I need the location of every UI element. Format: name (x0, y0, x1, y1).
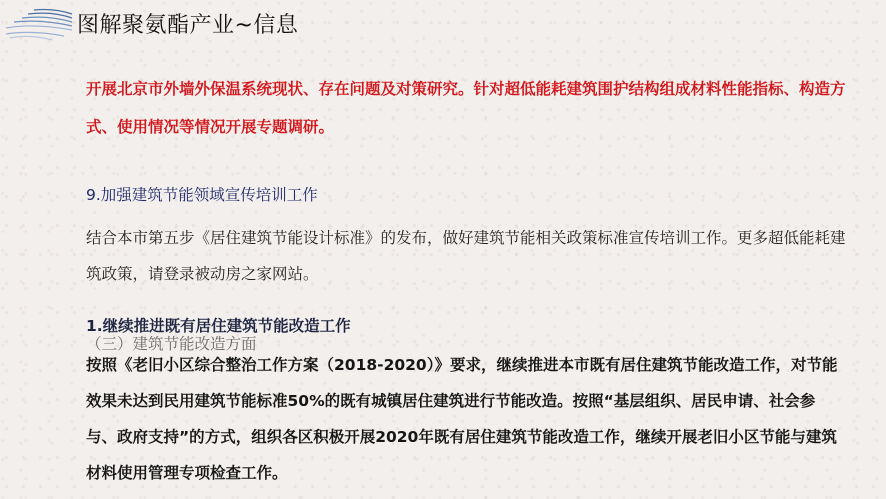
page-title: 图解聚氨酯产业~信息 (77, 13, 299, 38)
section-9-heading: 9.加强建筑节能领域宣传培训工作 (86, 186, 318, 204)
decorative-wave-lines-icon (4, 6, 74, 42)
section-9-body: 结合本市第五步《居住建筑节能设计标准》的发布，做好建筑节能相关政策标准宣传培训工作。更多超低能耗建筑政策，请登录被动房之家网站。 (86, 229, 846, 283)
section-1-heading: 1.继续推进既有居住建筑节能改造工作 (86, 317, 351, 335)
intro-paragraph: 开展北京市外墙外保温系统现状、存在问题及对策研究。针对超低能耗建筑围护结构组成材料性能指标、构造方式、使用情况等情况开展专题调研。 (86, 80, 846, 136)
section-subheading: （三）建筑节能改造方面 (86, 335, 257, 353)
section-1-body: 按照《老旧小区综合整治工作方案（2018-2020）》要求，继续推进本市既有居住建筑节能改造工作，对节能效果未达到民用建筑节能标准50%的既有城镇居住建筑进行节能改造。按照“基层组织、居民申请、社会参与、政府支持”的方式，组织各区积极开展2020年既有居住建筑节能改造工作，继续开展老旧小区节能与建筑材料使用管理专项检查工作。 (86, 356, 838, 482)
